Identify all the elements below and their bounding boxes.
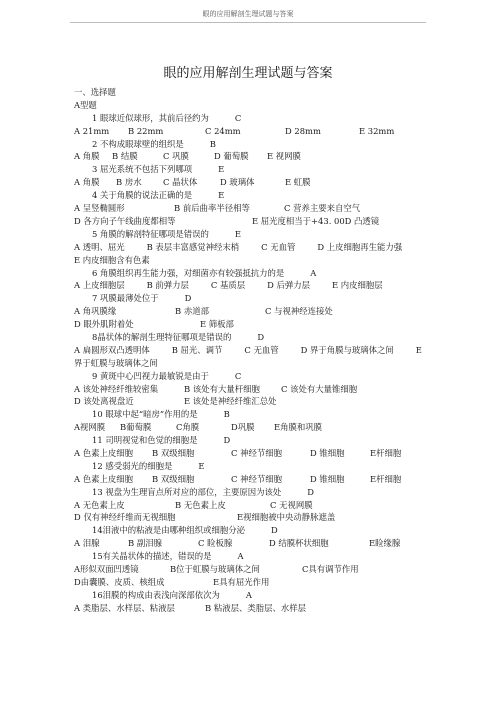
answer-option: E界于虹膜与玻璃体之间 xyxy=(74,344,422,368)
answer-key: A xyxy=(245,589,252,600)
answer-option: A 泪腺 xyxy=(74,538,100,549)
answer-option: A 角膜 xyxy=(74,151,100,162)
answer-option: B 房水 xyxy=(116,177,142,188)
question-text: 7 巩膜最薄处位于 xyxy=(92,293,159,304)
answer-option: A 类脂层、水样层、粘液层 xyxy=(74,602,175,613)
answer-option: A 透明、屈光 xyxy=(74,241,125,252)
answer-option: B 屈光、调节 xyxy=(171,344,223,355)
answer-option: D由囊膜、皮质、核组成 xyxy=(74,576,165,587)
answer-option: D 各方向子午线曲度都相等 xyxy=(74,215,176,226)
answer-option: A视网膜 xyxy=(74,422,106,433)
answer-option: A 21mm xyxy=(74,125,110,136)
answer-option: C 无血管 xyxy=(261,241,296,252)
question-text: 12 感受弱光的细胞是 xyxy=(92,460,173,471)
answer-key: C xyxy=(234,370,242,381)
question-text: 8晶状体的解剖生理特征哪项是错误的 xyxy=(92,331,232,342)
option-row xyxy=(74,202,426,215)
option-row xyxy=(74,395,426,408)
question-stem xyxy=(74,267,426,280)
answer-key: D xyxy=(257,331,265,342)
header-divider xyxy=(70,22,426,23)
answer-key: E xyxy=(218,164,225,175)
answer-option: C 无视网膜 xyxy=(270,499,313,510)
option-row xyxy=(74,602,426,615)
answer-option: B 表层丰富感觉神经末梢 xyxy=(146,241,240,252)
answer-option: E 虹膜 xyxy=(285,177,311,188)
answer-option: B 22mm xyxy=(128,125,164,136)
question-stem xyxy=(74,331,426,344)
answer-option: E睑缘腺 xyxy=(369,538,401,549)
answer-option: D 锥细胞 xyxy=(310,473,345,484)
question-stem xyxy=(74,434,426,447)
answer-option: C具有调节作用 xyxy=(302,564,359,575)
question-stem xyxy=(74,589,426,602)
answer-key: E xyxy=(234,228,241,239)
answer-key: E xyxy=(218,190,225,201)
document-body xyxy=(74,86,426,615)
option-row xyxy=(74,563,426,576)
answer-option: A 色素上皮细胞 xyxy=(74,448,133,459)
answer-option: C 晶状体 xyxy=(163,177,198,188)
answer-option: D 结膜杯状细胞 xyxy=(269,538,329,549)
option-row xyxy=(74,537,426,550)
answer-key: D xyxy=(307,486,314,497)
answer-option: A 呈竖椭圆形 xyxy=(74,203,125,214)
answer-option: D巩膜 xyxy=(231,422,255,433)
answer-option: B葡萄膜 xyxy=(120,422,152,433)
option-row xyxy=(74,576,426,589)
option-row xyxy=(74,125,426,138)
question-text: 1 眼球近似球形，其前后径约为 xyxy=(92,112,209,123)
running-header: 眼的应用解剖生理试题与答案 xyxy=(202,10,294,18)
answer-option: A 无色素上皮 xyxy=(74,499,125,510)
answer-option: E角膜和巩膜 xyxy=(274,422,322,433)
answer-option: A 角巩膜缘 xyxy=(74,306,117,317)
answer-option: E 内皮细胞含有色素 xyxy=(74,254,150,265)
option-row xyxy=(74,499,426,512)
document-title: 眼的应用解剖生理试题与答案 xyxy=(163,66,333,81)
answer-option: C 与视神经连接处 xyxy=(265,306,333,317)
option-row xyxy=(74,176,426,189)
question-text: 10 眼球中起“暗房”作用的是 xyxy=(92,409,198,420)
question-text: 13 视盘为生理盲点所对应的部位，主要原因为该处 xyxy=(92,486,282,497)
option-row xyxy=(74,215,426,228)
answer-option: E 32mm xyxy=(359,125,395,136)
option-row xyxy=(74,511,426,524)
answer-option: A 角膜 xyxy=(74,177,100,188)
question-stem xyxy=(74,370,426,383)
option-row xyxy=(74,447,426,460)
answer-option: D 28mm xyxy=(285,125,321,136)
answer-option: D 该处离视盘近 xyxy=(74,396,134,407)
option-row xyxy=(74,383,426,396)
option-row xyxy=(74,279,426,292)
answer-key: B xyxy=(223,409,230,420)
question-type-heading: A型题 xyxy=(74,99,97,110)
answer-key: D xyxy=(223,435,231,446)
section-heading: 一、选择题 xyxy=(74,87,116,97)
answer-option: E 该处是神经纤维汇总处 xyxy=(184,396,277,407)
question-stem xyxy=(74,138,426,151)
question-stem xyxy=(74,189,426,202)
question-text: 11 司明视觉和色觉的细胞是 xyxy=(92,435,198,446)
answer-option: D 葡萄膜 xyxy=(214,151,249,162)
answer-option: A 色素上皮细胞 xyxy=(74,473,133,484)
question-text: 2 不构成眼球壁的组织是 xyxy=(92,138,184,149)
answer-option: C 基质层 xyxy=(210,280,246,291)
question-text: 6 角膜组织再生能力强，对细菌亦有较强抵抗力的是 xyxy=(92,267,285,278)
answer-option: B位于虹膜与玻璃体之间 xyxy=(170,564,260,575)
answer-option: D 后弹力层 xyxy=(267,280,311,291)
answer-option: D 玻璃体 xyxy=(220,177,255,188)
answer-option: D 锥细胞 xyxy=(310,448,345,459)
answer-option: C 无血管 xyxy=(244,344,279,355)
answer-option: B 副泪腺 xyxy=(128,538,162,549)
answer-option: E 内皮细胞层 xyxy=(332,280,383,291)
answer-option: B 无色素上皮 xyxy=(175,499,226,510)
answer-option: C 该处有大量锥细胞 xyxy=(281,383,358,394)
answer-option: E视细胞被中央动静脉遮盖 xyxy=(237,512,336,523)
answer-option: B 前后曲率半径相等 xyxy=(174,203,250,214)
answer-option: B 粘液层、类脂层、水样层 xyxy=(205,602,306,613)
answer-option: A形似双面凹透镜 xyxy=(74,564,139,575)
question-stem xyxy=(74,163,426,176)
answer-option: A 上皮细胞层 xyxy=(74,280,125,291)
answer-option: D 界于角膜与玻璃体之间 xyxy=(300,344,394,355)
question-list xyxy=(74,112,426,615)
question-stem xyxy=(74,408,426,421)
answer-option: D 眼外肌附着处 xyxy=(74,319,134,330)
answer-option: B 双级细胞 xyxy=(152,473,195,484)
answer-option: B 该处有大量杆细胞 xyxy=(184,383,260,394)
question-text: 3 屈光系统不包括下列哪项 xyxy=(92,164,193,175)
question-stem xyxy=(74,112,426,125)
question-text: 15有关晶状体的描述，错误的是 xyxy=(92,551,212,562)
answer-option: E具有屈光作用 xyxy=(213,576,270,587)
question-stem xyxy=(74,486,426,499)
answer-key: B xyxy=(209,138,216,149)
option-row xyxy=(74,421,426,434)
answer-option: E 筛板部 xyxy=(200,319,234,330)
answer-key: A xyxy=(310,267,317,278)
option-row xyxy=(74,344,426,370)
option-row xyxy=(74,305,426,318)
answer-option: A 该处神经纤维较密集 xyxy=(74,383,159,394)
answer-option: C角膜 xyxy=(176,422,200,433)
question-stem xyxy=(74,524,426,537)
answer-key: D xyxy=(271,525,278,536)
option-row xyxy=(74,318,426,331)
answer-key: E xyxy=(198,460,205,471)
answer-option: E杆细胞 xyxy=(370,448,402,459)
option-row xyxy=(74,473,426,486)
question-text: 4 关于角膜的说法正确的是 xyxy=(92,190,193,201)
answer-option: B 前弹力层 xyxy=(146,280,189,291)
answer-option: C 营养主要来自空气 xyxy=(284,203,361,214)
answer-key: A xyxy=(237,551,244,562)
question-text: 9 黄斑中心凹视力最敏锐是由于 xyxy=(92,370,209,381)
answer-key: D xyxy=(184,293,192,304)
answer-option: C 神经节细胞 xyxy=(231,473,282,484)
question-text: 5 角膜的解剖特征哪项是错误的 xyxy=(92,228,209,239)
answer-option: B 双级细胞 xyxy=(152,448,195,459)
question-stem xyxy=(74,550,426,563)
question-stem xyxy=(74,228,426,241)
answer-option: B 结膜 xyxy=(112,151,138,162)
question-text: 16泪膜的构成由表浅向深部依次为 xyxy=(92,589,220,600)
answer-option: D 上皮细胞再生能力强 xyxy=(317,241,403,252)
answer-option: A 扁圆形双凸透明体 xyxy=(74,344,150,355)
question-stem xyxy=(74,460,426,473)
answer-option: E 屈光度相当于+43. 00D 凸透镜 xyxy=(252,215,380,226)
question-stem xyxy=(74,292,426,305)
answer-option: C 24mm xyxy=(205,125,241,136)
question-text: 14泪液中的粘液是由哪种组织或细胞分泌 xyxy=(92,525,246,536)
answer-option: E 视网膜 xyxy=(267,151,301,162)
answer-option: E杆细胞 xyxy=(370,473,402,484)
answer-option: C 睑板腺 xyxy=(198,538,233,549)
answer-key: C xyxy=(234,112,242,123)
option-row xyxy=(74,150,426,163)
option-row xyxy=(74,241,426,267)
answer-option: D 仅有神经纤维而无视细胞 xyxy=(74,512,176,523)
answer-option: B 赤道部 xyxy=(175,306,209,317)
answer-option: C 神经节细胞 xyxy=(231,448,282,459)
answer-option: C 巩膜 xyxy=(163,151,189,162)
